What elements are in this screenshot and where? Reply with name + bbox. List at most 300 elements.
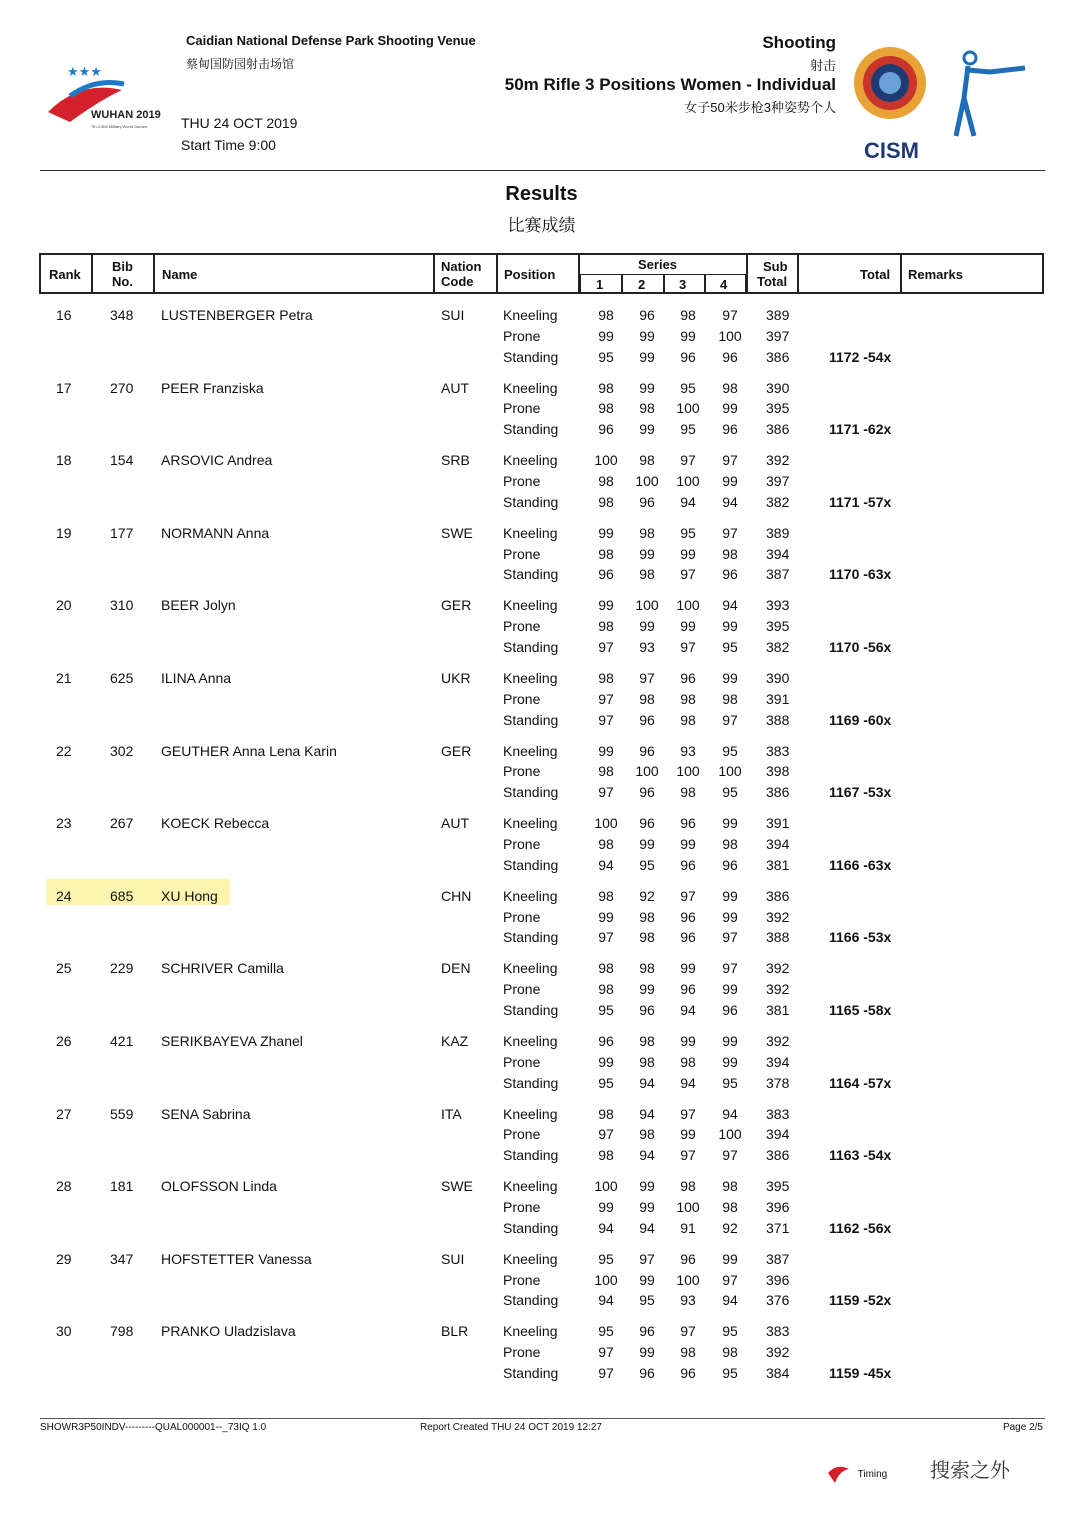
series-score: 94 [680,493,696,510]
athlete-name: ARSOVIC Andrea [161,452,273,469]
sub-total: 394 [766,1126,790,1143]
athlete-name: SERIKBAYEVA Zhanel [161,1033,303,1049]
total-score: 1169 -60x [829,711,892,728]
series-score: 95 [598,1250,614,1267]
series-score: 94 [598,856,614,873]
series-score: 95 [722,639,738,655]
sub-total: 386 [766,348,790,365]
position-label: Prone [503,1053,541,1070]
series-score: 100 [594,452,618,469]
sub-total: 381 [766,856,790,873]
series-score: 98 [598,981,614,998]
col-name: Name [162,267,198,282]
series-score: 96 [639,307,655,323]
series-score: 97 [680,639,696,655]
series-score: 98 [722,545,738,562]
series-score: 99 [722,473,738,489]
rifle-shooter-pictogram [950,48,1035,148]
sub-total: 389 [766,524,790,541]
athlete-name: KOECK Rebecca [161,815,270,832]
total-score: 1170 -56x [829,639,892,655]
sub-total: 392 [766,1344,790,1361]
total-score: 1163 -54x [829,1147,892,1164]
series-score: 96 [639,742,655,759]
sub-total: 392 [766,981,790,998]
series-score: 98 [598,618,614,635]
nation-code: AUT [441,815,469,832]
bib-number: 559 [110,1105,134,1122]
series-score: 96 [722,566,738,583]
sport-title-cn: 射击 [809,58,836,73]
athlete-name: NORMANN Anna [161,524,270,541]
series-score: 97 [722,452,738,469]
series-score: 96 [680,670,696,686]
series-score: 97 [722,929,738,946]
athlete-name: LUSTENBERGER Petra [161,307,313,323]
col-series-3: 3 [679,277,687,292]
footer-divider [40,1418,1045,1419]
col-total: Total [860,267,891,282]
position-label: Kneeling [503,307,558,323]
series-score: 96 [598,566,614,583]
series-score: 99 [639,379,655,396]
series-score: 99 [722,887,738,904]
series-score: 94 [680,1002,696,1018]
position-label: Standing [503,1147,559,1164]
series-score: 98 [598,379,614,396]
series-score: 98 [639,1126,655,1143]
series-score: 94 [680,1074,696,1091]
series-score: 99 [598,1053,614,1070]
series-score: 98 [680,711,696,728]
series-score: 93 [680,742,696,759]
position-label: Prone [503,836,541,852]
series-score: 94 [598,1292,614,1309]
timing-label: Timing [857,1469,888,1480]
rank: 25 [56,960,72,977]
total-score: 1171 -62x [829,421,892,438]
bib-number: 270 [110,379,134,396]
bib-number: 302 [110,742,134,759]
series-score: 93 [680,1292,696,1309]
rank: 20 [56,597,72,614]
sub-total: 394 [766,1053,790,1070]
position-label: Prone [503,473,541,489]
series-score: 96 [639,1323,655,1340]
series-score: 98 [639,1033,655,1049]
position-label: Kneeling [503,1033,558,1049]
series-score: 94 [639,1147,655,1164]
series-score: 100 [718,1126,742,1143]
series-score: 95 [598,1002,614,1018]
bib-number: 177 [110,524,134,541]
series-score: 98 [598,763,614,780]
rank: 18 [56,452,72,469]
rank: 17 [56,379,72,396]
rank: 23 [56,815,72,832]
series-score: 98 [639,452,655,469]
rank: 30 [56,1323,72,1340]
series-score: 95 [598,1323,614,1340]
sub-total: 387 [766,1250,790,1267]
series-score: 98 [639,960,655,977]
position-label: Kneeling [503,1250,558,1267]
sub-total: 383 [766,742,790,759]
series-score: 98 [639,524,655,541]
series-score: 96 [639,815,655,832]
series-score: 97 [639,670,655,686]
series-score: 96 [639,493,655,510]
athlete-name: BEER Jolyn [161,597,236,614]
venue-name-cn: 蔡甸国防园射击场馆 [186,57,295,71]
sub-total: 390 [766,379,790,396]
series-score: 99 [680,1126,696,1143]
series-score: 98 [598,960,614,977]
series-score: 94 [722,493,738,510]
series-score: 97 [598,1365,614,1381]
position-label: Kneeling [503,742,558,759]
series-score: 96 [598,421,614,438]
bib-number: 348 [110,307,134,323]
col-series-4: 4 [720,277,728,292]
series-score: 99 [639,1271,655,1288]
series-score: 99 [598,597,614,614]
athlete-name: XU Hong [161,887,218,904]
series-score: 100 [718,327,742,344]
sub-total: 388 [766,711,790,728]
series-score: 100 [594,1271,618,1288]
series-score: 96 [680,908,696,925]
series-score: 98 [598,473,614,489]
series-score: 97 [680,1323,696,1340]
position-label: Prone [503,690,541,707]
sub-total: 397 [766,327,790,344]
series-score: 99 [598,524,614,541]
sub-total: 396 [766,1271,790,1288]
series-score: 99 [639,545,655,562]
position-label: Standing [503,856,559,873]
position-label: Prone [503,1199,541,1215]
bib-number: 685 [110,887,134,904]
series-score: 94 [639,1105,655,1122]
series-score: 94 [722,1292,738,1309]
series-score: 98 [598,307,614,323]
col-sub-total: Total [757,274,788,289]
series-score: 97 [680,566,696,583]
sub-total: 388 [766,929,790,946]
nation-code: SUI [441,1250,465,1267]
series-score: 95 [598,348,614,365]
series-score: 98 [598,836,614,852]
sub-total: 391 [766,815,790,832]
col-bib-no: No. [112,274,133,289]
position-label: Prone [503,981,541,998]
nation-code: KAZ [441,1033,469,1049]
position-label: Standing [503,348,559,365]
series-score: 93 [639,639,655,655]
nation-code: SUI [441,307,465,323]
sub-total: 386 [766,421,790,438]
position-label: Kneeling [503,1323,558,1340]
series-score: 100 [676,1271,700,1288]
series-score: 95 [639,1292,655,1309]
sport-title: Shooting [762,33,836,52]
page-title: Results [505,183,578,205]
series-score: 98 [598,887,614,904]
rank: 28 [56,1178,72,1195]
sub-total: 395 [766,400,790,417]
footer-report-created: Report Created THU 24 OCT 2019 12:27 [420,1422,602,1433]
series-score: 91 [680,1219,696,1236]
sub-total: 382 [766,639,790,655]
results-table-header [39,253,1044,294]
series-score: 100 [676,400,700,417]
series-score: 97 [722,960,738,977]
sub-total: 381 [766,1002,790,1018]
total-score: 1165 -58x [829,1002,892,1018]
series-score: 98 [639,1053,655,1070]
position-label: Standing [503,639,559,655]
event-title: 50m Rifle 3 Positions Women - Individual [504,75,836,94]
total-score: 1170 -63x [829,566,892,583]
col-sub: Sub [763,259,788,274]
series-score: 98 [722,1344,738,1361]
series-score: 99 [598,327,614,344]
sub-total: 376 [766,1292,790,1309]
sub-total: 393 [766,597,790,614]
position-label: Kneeling [503,960,558,977]
series-score: 99 [722,1053,738,1070]
col-rank: Rank [49,267,81,282]
nation-code: CHN [441,887,472,904]
series-score: 99 [722,981,738,998]
series-score: 96 [639,711,655,728]
series-score: 94 [722,1105,738,1122]
series-score: 96 [680,1365,696,1381]
sub-total: 394 [766,545,790,562]
sub-total: 383 [766,1105,790,1122]
position-label: Standing [503,1292,559,1309]
event-title-cn: 女子50米步枪3种姿势个人 [684,100,836,115]
series-score: 96 [680,981,696,998]
position-label: Standing [503,421,559,438]
sub-total: 386 [766,784,790,801]
cism-logo [848,33,943,168]
series-score: 95 [598,1074,614,1091]
series-score: 97 [680,1147,696,1164]
series-score: 97 [598,929,614,946]
series-score: 97 [598,639,614,655]
series-score: 98 [639,929,655,946]
total-score: 1159 -52x [829,1292,892,1309]
total-score: 1162 -56x [829,1219,892,1236]
col-remarks: Remarks [908,267,963,282]
bib-number: 154 [110,452,134,469]
series-score: 99 [722,815,738,832]
position-label: Standing [503,784,559,801]
nation-code: BLR [441,1323,469,1340]
series-score: 96 [680,929,696,946]
series-score: 98 [722,836,738,852]
position-label: Prone [503,400,541,417]
series-score: 98 [598,545,614,562]
series-score: 96 [722,348,738,365]
position-label: Standing [503,1074,559,1091]
start-time: Start Time 9:00 [181,137,276,153]
nation-code: AUT [441,379,469,396]
col-series: Series [638,257,678,272]
series-score: 96 [680,856,696,873]
position-label: Kneeling [503,887,558,904]
total-score: 1159 -45x [829,1365,892,1381]
series-score: 94 [639,1074,655,1091]
series-score: 96 [722,856,738,873]
series-score: 96 [639,784,655,801]
series-score: 98 [680,690,696,707]
series-score: 97 [722,524,738,541]
logo-text: WUHAN 2019 [91,109,161,121]
series-score: 100 [635,473,659,489]
sub-total: 392 [766,960,790,977]
position-label: Standing [503,929,559,946]
position-label: Standing [503,566,559,583]
series-score: 99 [680,618,696,635]
sub-total: 396 [766,1199,790,1215]
rank: 24 [56,887,72,904]
total-score: 1166 -53x [829,929,892,946]
series-score: 97 [639,1250,655,1267]
series-score: 98 [680,307,696,323]
series-score: 100 [635,763,659,780]
series-score: 99 [639,421,655,438]
series-score: 99 [722,908,738,925]
rank: 26 [56,1033,72,1049]
position-label: Kneeling [503,1178,558,1195]
sub-total: 392 [766,1033,790,1049]
bib-number: 181 [110,1178,134,1195]
series-score: 99 [722,670,738,686]
series-score: 100 [676,1199,700,1215]
series-score: 98 [598,493,614,510]
series-score: 96 [680,348,696,365]
sub-total: 383 [766,1323,790,1340]
col-series-2: 2 [638,277,646,292]
rank: 16 [56,307,72,323]
series-score: 99 [680,545,696,562]
col-position: Position [504,267,556,282]
timing-logo [825,1454,1010,1485]
sub-total: 392 [766,452,790,469]
series-score: 95 [722,1365,738,1381]
series-score: 100 [594,1178,618,1195]
series-score: 96 [598,1033,614,1049]
series-score: 98 [639,908,655,925]
event-date: THU 24 OCT 2019 [181,115,298,131]
bib-number: 625 [110,670,134,686]
series-score: 99 [639,836,655,852]
series-score: 97 [722,1147,738,1164]
series-score: 98 [680,1053,696,1070]
nation-code: GER [441,742,472,759]
svg-text:★★★: ★★★ [67,65,102,80]
series-score: 98 [722,690,738,707]
position-label: Prone [503,327,541,344]
series-score: 95 [680,379,696,396]
nation-code: UKR [441,670,471,686]
watermark-text: 搜索之外 [930,1460,1011,1482]
footer-page-number: Page 2/5 [1002,1422,1043,1433]
sub-total: 398 [766,763,790,780]
col-series-1: 1 [596,277,604,292]
series-score: 95 [722,742,738,759]
series-score: 96 [722,421,738,438]
wuhan-2019-logo [40,60,175,137]
series-score: 99 [680,1033,696,1049]
header-divider [40,170,1045,171]
series-score: 99 [639,981,655,998]
series-score: 96 [680,1250,696,1267]
position-label: Kneeling [503,1105,558,1122]
series-score: 96 [680,815,696,832]
series-score: 98 [722,1199,738,1215]
position-label: Standing [503,1365,559,1381]
series-score: 94 [639,1219,655,1236]
bib-number: 229 [110,960,134,977]
sub-total: 394 [766,836,790,852]
sub-total: 386 [766,887,790,904]
series-score: 100 [718,763,742,780]
sub-total: 386 [766,1147,790,1164]
athlete-name: OLOFSSON Linda [161,1178,277,1195]
series-score: 99 [639,618,655,635]
rank: 29 [56,1250,72,1267]
series-score: 96 [722,1002,738,1018]
series-score: 99 [639,1199,655,1215]
series-score: 99 [680,960,696,977]
series-score: 99 [722,400,738,417]
athlete-name: PRANKO Uladzislava [161,1323,296,1340]
series-score: 98 [598,1147,614,1164]
position-label: Prone [503,545,541,562]
athlete-name: PEER Franziska [161,379,264,396]
series-score: 100 [635,597,659,614]
series-score: 94 [722,597,738,614]
series-score: 97 [598,784,614,801]
position-label: Kneeling [503,452,558,469]
series-score: 98 [680,784,696,801]
series-score: 100 [594,815,618,832]
series-score: 92 [639,887,655,904]
series-score: 97 [680,452,696,469]
series-score: 97 [722,1271,738,1288]
series-score: 95 [722,1074,738,1091]
sub-total: 389 [766,307,790,323]
series-score: 96 [639,1365,655,1381]
nation-code: DEN [441,960,471,977]
total-score: 1164 -57x [829,1074,892,1091]
series-score: 95 [722,784,738,801]
series-score: 98 [598,670,614,686]
series-score: 99 [722,1250,738,1267]
series-score: 98 [639,690,655,707]
series-score: 99 [639,1178,655,1195]
series-score: 98 [722,1178,738,1195]
total-score: 1172 -54x [829,348,892,365]
logo-subtext: 7th CISM Military World Games [91,124,147,129]
position-label: Kneeling [503,524,558,541]
rank: 21 [56,670,72,686]
series-score: 99 [680,327,696,344]
